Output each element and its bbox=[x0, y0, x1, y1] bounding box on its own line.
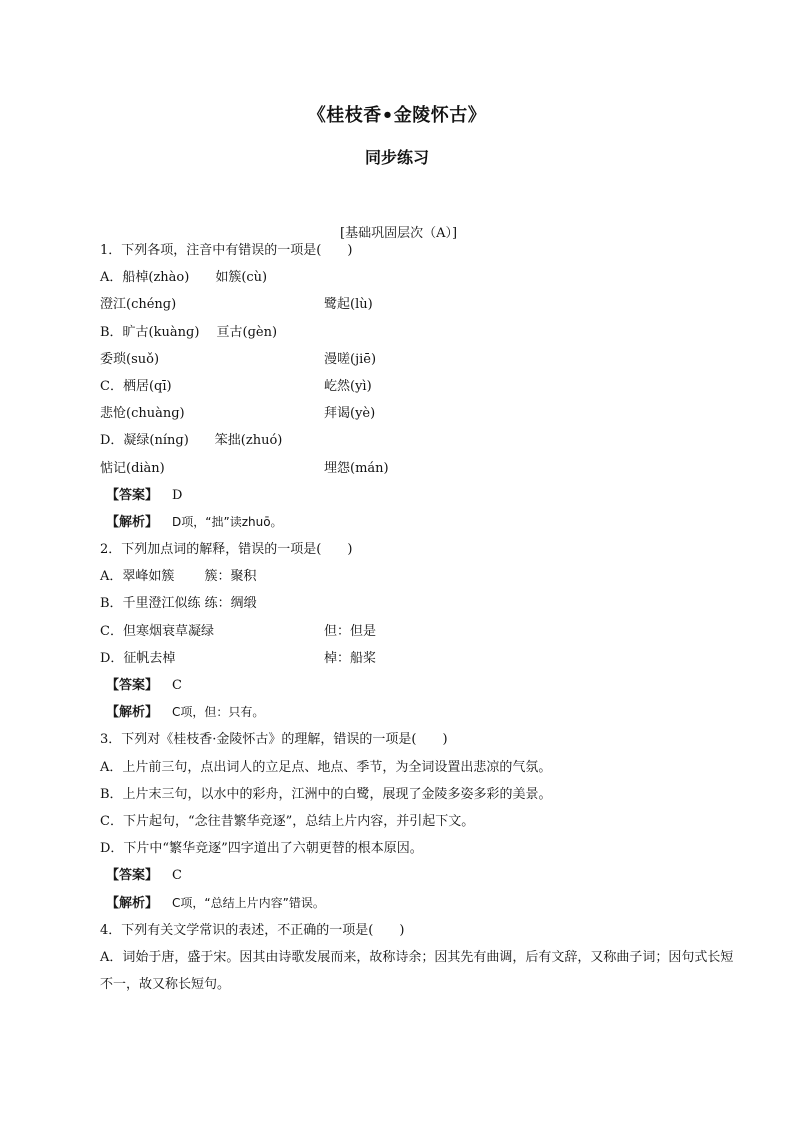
q1-row: 澄江(chénɡ) 鹭起(lù) bbox=[100, 297, 373, 313]
q1-row: D．凝绿(nínɡ) 笨拙(zhuó) bbox=[100, 433, 283, 449]
answer-label: 【答案】 bbox=[106, 678, 159, 693]
q1-row: C．栖居(qī) 屹然(yì) bbox=[100, 378, 372, 394]
q3-explanation bbox=[100, 890, 740, 917]
question-4-stem: 4．下列有关文学常识的表述，不正确的一项是( ) bbox=[100, 922, 405, 938]
q1-row: A．船棹(zhào) 如簇(cù) bbox=[100, 270, 268, 286]
q3-option: A．上片前三句，点出词人的立足点、地点、季节，为全词设置出悲凉的气氛。 bbox=[100, 759, 552, 775]
q3-option: D．下片中“繁华竞逐”四字道出了六朝更替的根本原因。 bbox=[100, 841, 423, 857]
question-3-stem: 3．下列对《桂枝香·金陵怀古》的理解，错误的一项是( ) bbox=[100, 732, 448, 748]
explain-text: C项，但：只有。 bbox=[172, 705, 265, 720]
q3-answer bbox=[100, 862, 740, 889]
q2-row: C．但寒烟衰草凝绿 但：但是 bbox=[100, 623, 377, 639]
q1-row: B．旷古(kuànɡ) 亘古(ɡèn) bbox=[100, 324, 278, 340]
explain-text: C项，“总结上片内容”错误。 bbox=[172, 895, 325, 910]
answer-value: D bbox=[172, 487, 183, 503]
q3-option: B．上片末三句，以水中的彩舟，江洲中的白鹭，展现了金陵多姿多彩的美景。 bbox=[100, 786, 552, 802]
q3-option: C．下片起句，“念往昔繁华竞逐”，总结上片内容，并引起下文。 bbox=[100, 813, 475, 829]
explain-label: 【解析】 bbox=[106, 514, 159, 530]
q2-answer bbox=[100, 672, 740, 699]
q1-row: 委琐(suǒ) 漫嗟(jiē) bbox=[100, 351, 377, 367]
question-1-stem: 1．下列各项，注音中有错误的一项是( ) bbox=[100, 243, 353, 258]
explain-text: D项，“拙”读zhuō。 bbox=[172, 514, 283, 529]
q1-row: 悲怆(chuànɡ) 拜谒(yè) bbox=[100, 406, 376, 422]
q4-option: A．词始于唐，盛于宋。因其由诗歌发展而来，故称诗余；因其先有曲调，后有文辞，又称曲子词；因句式长短不一，故又称长短句。 bbox=[100, 949, 734, 992]
answer-label: 【答案】 bbox=[106, 487, 159, 503]
section-heading: [基础巩固层次（A）] bbox=[340, 226, 458, 241]
q1-row: 惦记(diàn) 埋怨(mán) bbox=[100, 460, 389, 476]
explain-label: 【解析】 bbox=[106, 895, 159, 911]
question-2-stem: 2．下列加点词的解释，错误的一项是( ) bbox=[100, 542, 353, 558]
q2-explanation bbox=[100, 699, 740, 726]
explain-label: 【解析】 bbox=[106, 705, 159, 721]
q2-row: B．千里澄江似练 练：绸缎 bbox=[100, 596, 257, 612]
q2-row: D．征帆去棹 棹：船桨 bbox=[100, 650, 377, 666]
answer-label: 【答案】 bbox=[106, 868, 159, 884]
q1-answer bbox=[100, 482, 740, 509]
page-subtitle: 同步练习 bbox=[364, 148, 429, 167]
answer-value: C bbox=[172, 868, 182, 884]
page-title: 《桂枝香•金陵怀古》 bbox=[307, 105, 487, 126]
answer-value: C bbox=[172, 678, 182, 693]
q1-explanation bbox=[100, 509, 740, 536]
exercise-content bbox=[100, 237, 740, 998]
q2-row: A．翠峰如簇 簇：聚积 bbox=[100, 569, 257, 585]
